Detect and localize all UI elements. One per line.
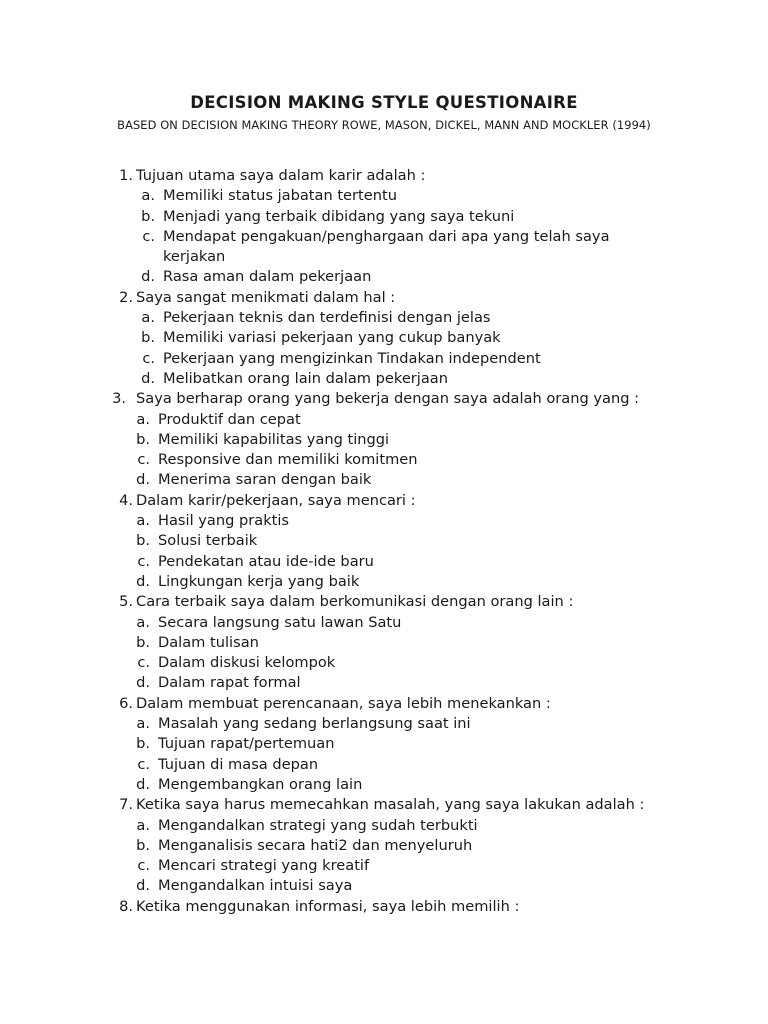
option-letter: b. <box>136 735 150 753</box>
option-letter: a. <box>141 187 155 205</box>
option-letter: a. <box>136 613 150 631</box>
option-letter: b. <box>141 207 155 225</box>
option-letter: c. <box>142 349 155 367</box>
option-letter: d. <box>136 471 150 489</box>
answer-option <box>0 267 768 287</box>
question-item <box>0 694 768 714</box>
question-number: 2. <box>119 288 133 306</box>
option-letter: c. <box>137 654 150 672</box>
option-letter: c. <box>142 227 155 245</box>
answer-option <box>0 308 768 328</box>
question-item <box>0 592 768 612</box>
option-text: Mengembangkan orang lain <box>158 775 363 793</box>
option-letter: b. <box>136 430 150 448</box>
option-letter: a. <box>136 410 150 428</box>
option-letter: c. <box>137 552 150 570</box>
question-item <box>0 288 768 308</box>
answer-option <box>0 653 768 673</box>
option-letter: b. <box>136 633 150 651</box>
option-letter: c. <box>137 451 150 469</box>
answer-option <box>0 207 768 227</box>
option-text: Mendapat pengakuan/penghargaan dari apa yang telah saya <box>163 227 610 245</box>
option-text: Pekerjaan teknis dan terdefinisi dengan jelas <box>163 309 491 327</box>
question-number: 8. <box>119 897 133 915</box>
question-item <box>0 795 768 815</box>
answer-option <box>0 613 768 633</box>
option-text: Secara langsung satu lawan Satu <box>158 613 402 631</box>
option-text: Lingkungan kerja yang baik <box>158 572 360 590</box>
answer-option <box>0 328 768 348</box>
document-title: DECISION MAKING STYLE QUESTIONAIRE <box>190 93 578 112</box>
question-text: Tujuan utama saya dalam karir adalah : <box>136 167 426 184</box>
question-text: Ketika saya harus memecahkan masalah, yang saya lakukan adalah : <box>136 796 645 814</box>
option-text-continuation <box>0 247 768 267</box>
answer-option <box>0 734 768 754</box>
answer-option <box>0 856 768 876</box>
option-text: Mengandalkan strategi yang sudah terbukti <box>158 816 478 834</box>
answer-option <box>0 430 768 450</box>
answer-option <box>0 531 768 551</box>
option-text: Mencari strategi yang kreatif <box>158 857 370 875</box>
question-number: 3. <box>112 390 126 408</box>
option-text: Hasil yang praktis <box>158 512 290 530</box>
option-letter: d. <box>136 674 150 692</box>
option-text: Dalam rapat formal <box>158 674 301 692</box>
question-item <box>0 491 768 511</box>
answer-option <box>0 714 768 734</box>
option-text: Dalam tulisan <box>158 633 259 651</box>
answer-option <box>0 450 768 470</box>
answer-option <box>0 227 768 247</box>
question-number: 6. <box>119 694 133 712</box>
option-text: Pekerjaan yang mengizinkan Tindakan independent <box>163 349 541 367</box>
question-text: Cara terbaik saya dalam berkomunikasi dengan orang lain : <box>136 593 574 611</box>
option-letter: d. <box>136 877 150 895</box>
option-letter: c. <box>137 755 150 773</box>
question-item <box>0 389 768 409</box>
question-text: Saya sangat menikmati dalam hal : <box>136 288 396 306</box>
answer-option <box>0 816 768 836</box>
question-list <box>0 166 768 917</box>
option-text: Memiliki status jabatan tertentu <box>163 187 397 205</box>
answer-option <box>0 349 768 369</box>
answer-option <box>0 876 768 896</box>
option-text: Solusi terbaik <box>158 532 258 550</box>
answer-option <box>0 410 768 430</box>
question-number: 5. <box>119 593 133 611</box>
option-text: Masalah yang sedang berlangsung saat ini <box>158 715 471 733</box>
option-letter: d. <box>136 775 150 793</box>
option-letter: d. <box>141 369 155 387</box>
question-item <box>0 166 768 186</box>
option-text: Melibatkan orang lain dalam pekerjaan <box>163 369 448 387</box>
answer-option <box>0 186 768 206</box>
answer-option <box>0 511 768 531</box>
option-text: Menganalisis secara hati2 dan menyeluruh <box>158 836 473 854</box>
option-text: Rasa aman dalam pekerjaan <box>163 268 372 286</box>
answer-option <box>0 572 768 592</box>
answer-option <box>0 775 768 795</box>
answer-option <box>0 552 768 572</box>
document-subtitle: BASED ON DECISION MAKING THEORY ROWE, MASON, DICKEL, MANN AND MOCKLER (1994) <box>117 118 651 132</box>
option-text: Mengandalkan intuisi saya <box>158 877 353 895</box>
question-text: Saya berharap orang yang bekerja dengan saya adalah orang yang : <box>136 390 640 408</box>
option-letter: a. <box>141 309 155 327</box>
option-text: Produktif dan cepat <box>158 410 301 428</box>
option-letter: b. <box>136 532 150 550</box>
option-letter: a. <box>136 816 150 834</box>
option-text: Tujuan di masa depan <box>158 755 319 773</box>
question-item <box>0 897 768 917</box>
question-text: Dalam membuat perencanaan, saya lebih menekankan : <box>136 694 551 712</box>
answer-option <box>0 369 768 389</box>
option-text: Menerima saran dengan baik <box>158 471 372 489</box>
answer-option <box>0 470 768 490</box>
answer-option <box>0 755 768 775</box>
option-letter: b. <box>141 329 155 347</box>
option-text: Pendekatan atau ide-ide baru <box>158 552 374 570</box>
question-number: 4. <box>119 491 133 509</box>
option-letter: a. <box>136 715 150 733</box>
option-text: Memiliki variasi pekerjaan yang cukup banyak <box>163 329 501 347</box>
answer-option <box>0 836 768 856</box>
option-text: Menjadi yang terbaik dibidang yang saya tekuni <box>163 207 515 225</box>
option-text: Memiliki kapabilitas yang tinggi <box>158 430 390 448</box>
option-letter: c. <box>137 857 150 875</box>
option-text: Responsive dan memiliki komitmen <box>158 451 418 469</box>
question-number: 1. <box>119 167 133 184</box>
option-letter: d. <box>141 268 155 286</box>
option-letter: d. <box>136 572 150 590</box>
answer-option <box>0 633 768 653</box>
option-text: Dalam diskusi kelompok <box>158 654 336 672</box>
option-text: Tujuan rapat/pertemuan <box>158 735 335 753</box>
question-text: Dalam karir/pekerjaan, saya mencari : <box>136 491 416 509</box>
question-text: Ketika menggunakan informasi, saya lebih memilih : <box>136 897 520 915</box>
option-letter: b. <box>136 836 150 854</box>
answer-option <box>0 673 768 693</box>
option-text-continuation-line: kerjakan <box>163 248 226 266</box>
question-number: 7. <box>119 796 133 814</box>
option-letter: a. <box>136 512 150 530</box>
